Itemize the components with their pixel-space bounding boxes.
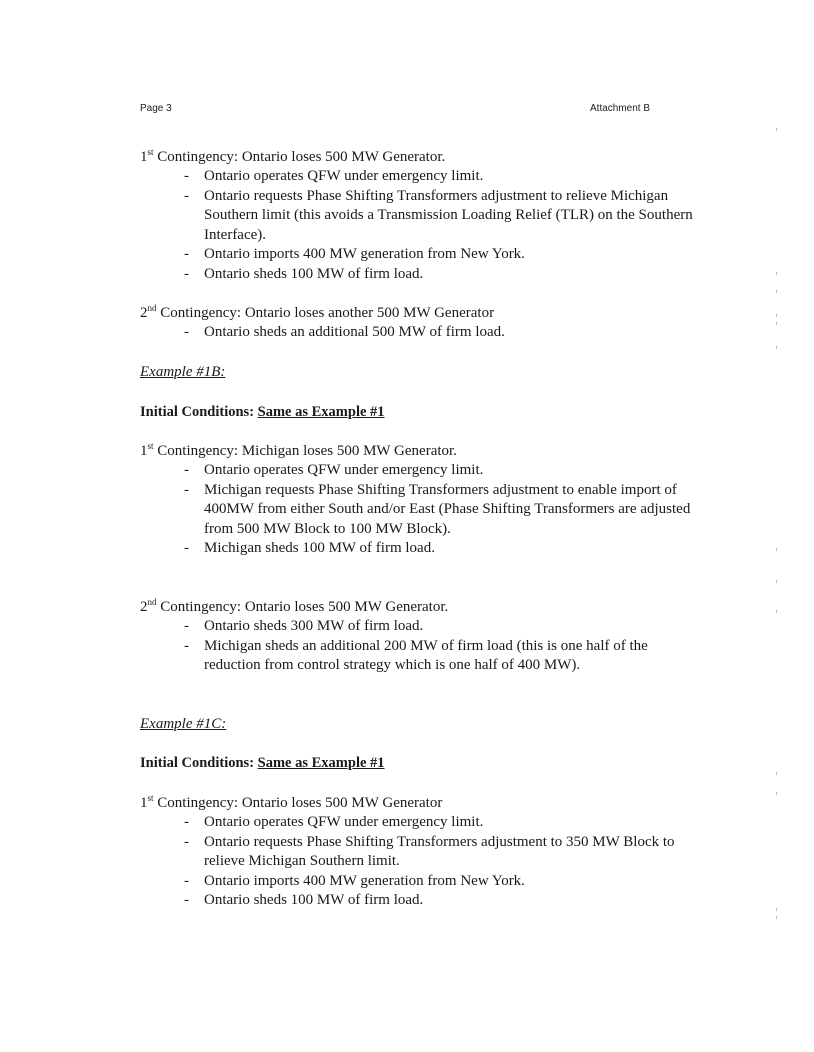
e1b-c2-bullets <box>140 617 700 676</box>
list-item: - Ontario sheds 100 MW of firm load. <box>184 892 424 908</box>
list-item: - Ontario sheds 300 MW of firm load. <box>184 618 424 634</box>
s1-contingency-2 <box>140 304 700 343</box>
list-item: - Ontario imports 400 MW generation from New York. <box>184 872 525 889</box>
list-item: - Michigan sheds an additional 200 MW of firm load (this is one half of the reduction from control strategy which is one half of 400 MW). <box>184 637 648 673</box>
s1-contingency-1 <box>140 148 700 284</box>
s1-c2-bullets <box>140 323 700 343</box>
s1-c2-heading: 2nd Contingency: Ontario loses another 500 MW Generator <box>140 303 495 321</box>
attachment-label: Attachment B <box>590 103 651 114</box>
e1c-c1-bullets <box>140 813 700 911</box>
e1b-contingency-2 <box>140 598 700 676</box>
page-number: Page 3 <box>140 103 172 114</box>
e1b-contingency-1 <box>140 442 700 559</box>
list-item: - Ontario imports 400 MW generation from New York. <box>184 246 525 262</box>
e1c-contingency-1 <box>140 794 700 911</box>
list-item: - Ontario sheds an additional 500 MW of firm load. <box>184 324 505 340</box>
list-item: - Ontario requests Phase Shifting Transformers adjustment to relieve Michigan Southern limit (this avoids a Transmission Loading Relief (TLR) on the Southern Interface). <box>184 187 693 243</box>
s1-c1-heading: 1st Contingency: Ontario loses 500 MW Generator. <box>140 147 446 165</box>
list-item: - Ontario operates QFW under emergency limit. <box>184 168 484 184</box>
e1b-c1-bullets <box>140 461 700 559</box>
e1b-c1-heading: 1st Contingency: Michigan loses 500 MW Generator. <box>140 441 457 459</box>
scan-margin-specks <box>776 0 778 1052</box>
s1-c1-bullets <box>140 167 700 284</box>
example-1c-title: Example #1C: <box>140 716 227 732</box>
list-item: - Michigan requests Phase Shifting Transformers adjustment to enable import of 400MW from either South and/or East (Phase Shifting Transformers are adjusted from 500 MW Block to 100 MW Block). <box>184 481 691 537</box>
e1b-c2-heading: 2nd Contingency: Ontario loses 500 MW Generator. <box>140 597 449 615</box>
list-item: - Ontario requests Phase Shifting Transformers adjustment to 350 MW Block to relieve Michigan Southern limit. <box>184 833 675 869</box>
example-1b-conditions: Initial Conditions: Same as Example #1 <box>140 404 385 420</box>
example-1b-title: Example #1B: <box>140 364 226 380</box>
list-item: - Ontario sheds 100 MW of firm load. <box>184 265 424 282</box>
list-item: - Ontario operates QFW under emergency limit. <box>184 462 484 478</box>
list-item: - Michigan sheds 100 MW of firm load. <box>184 540 435 556</box>
list-item: - Ontario operates QFW under emergency limit. <box>184 814 484 830</box>
example-1c-conditions: Initial Conditions: Same as Example #1 <box>140 755 385 771</box>
e1c-c1-heading: 1st Contingency: Ontario loses 500 MW Generator <box>140 793 443 811</box>
